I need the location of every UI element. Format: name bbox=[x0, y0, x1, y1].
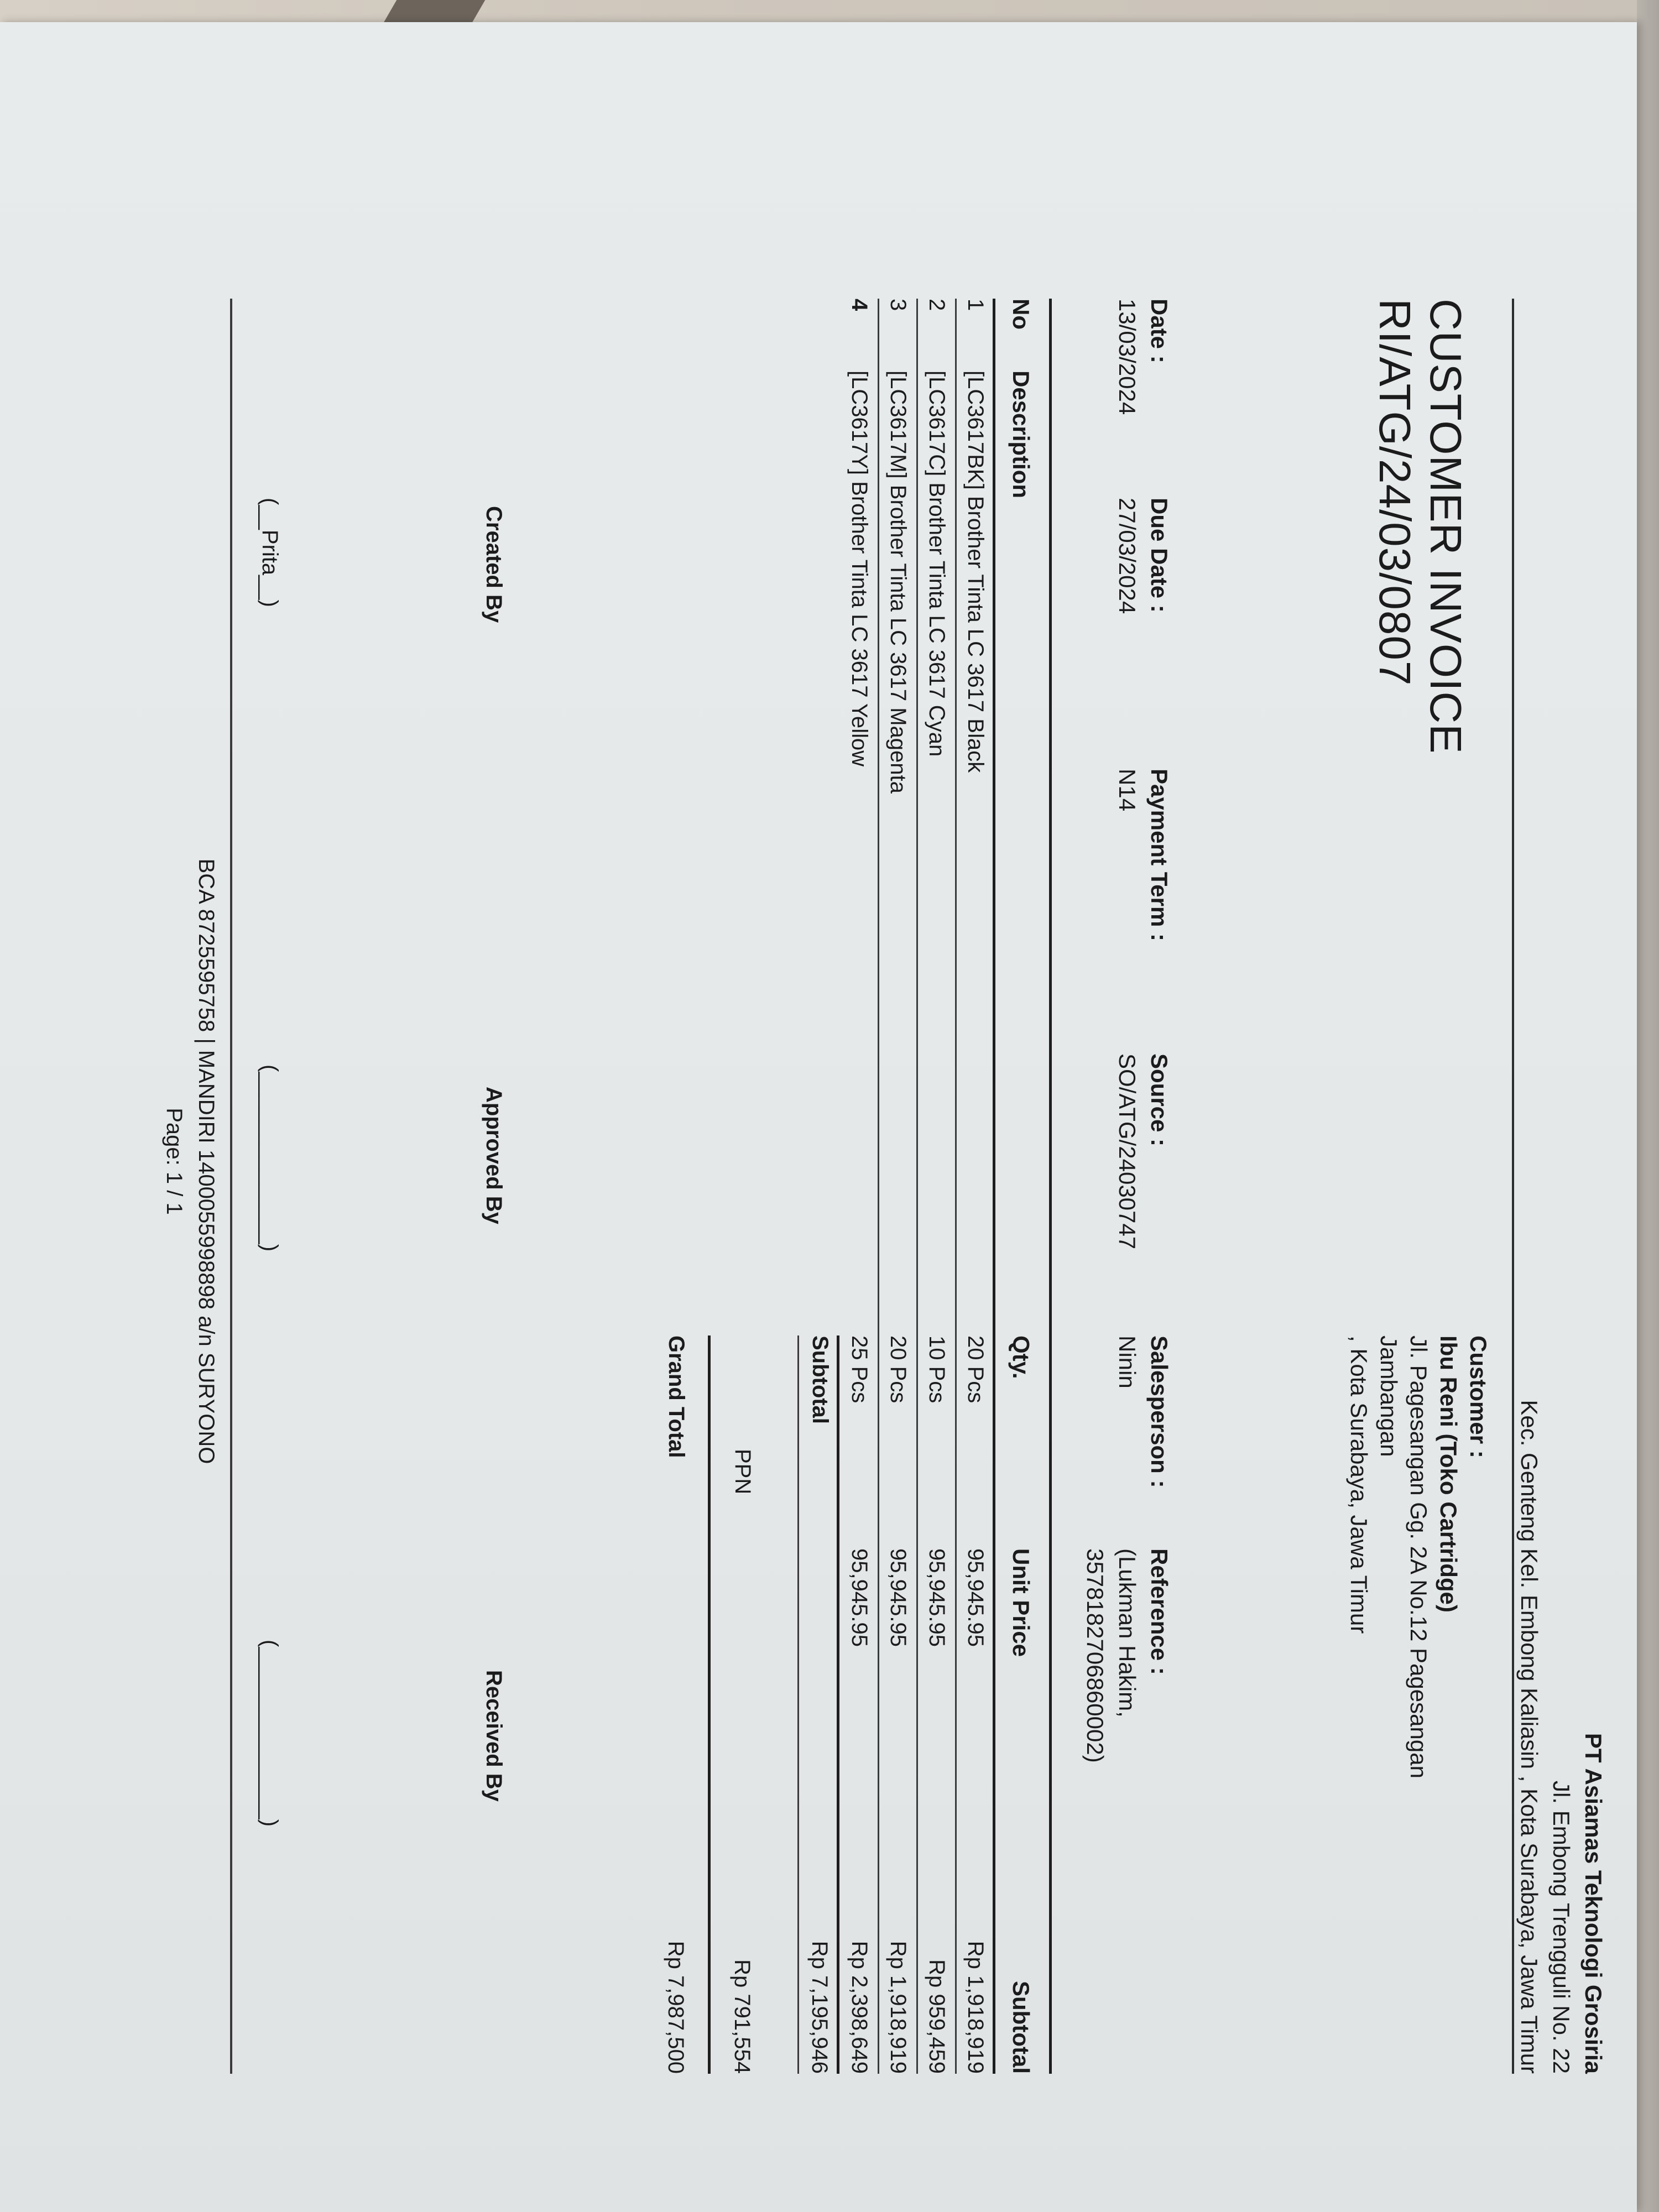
payment-term-value: N14 bbox=[1114, 769, 1140, 812]
page-number: Page: 1 / 1 bbox=[162, 1108, 186, 1215]
header-no: No bbox=[1008, 299, 1034, 330]
invoice-title-block bbox=[1369, 299, 1471, 754]
header-subtotal: Subtotal bbox=[1008, 1981, 1034, 2074]
header-unit-price: Unit Price bbox=[1008, 1548, 1034, 1657]
floor-edge bbox=[1637, 0, 1659, 2212]
row-unit-price: 95,945.95 bbox=[886, 1548, 910, 1647]
row-qty: 25 Pcs bbox=[847, 1335, 872, 1404]
ppn-label: PPN bbox=[731, 1449, 755, 1495]
due-date-label: Due Date : bbox=[1146, 498, 1172, 613]
row-unit-price: 95,945.95 bbox=[925, 1548, 949, 1647]
grand-total-value: Rp 7,987,500 bbox=[664, 1940, 688, 2074]
meta-due-date bbox=[1111, 498, 1175, 614]
row-divider bbox=[916, 299, 918, 2074]
row-description: [LC3617Y] Brother Tinta LC 3617 Yellow bbox=[847, 371, 872, 767]
source-value: SO/ATG/24030747 bbox=[1114, 1053, 1140, 1250]
row-qty: 10 Pcs bbox=[925, 1335, 949, 1404]
customer-block bbox=[1344, 1335, 1493, 1778]
row-divider bbox=[878, 299, 879, 2074]
row-description: [LC3617M] Brother Tinta LC 3617 Magenta bbox=[886, 371, 910, 794]
reference-value-line2: 3578182706860002) bbox=[1082, 1548, 1108, 1763]
table-bottom-rule bbox=[837, 1335, 839, 2074]
customer-address-line: , Kota Surabaya, Jawa Timur bbox=[1346, 1335, 1372, 1634]
bank-info: BCA 8725595758 | MANDIRI 1400055998898 a/n SURYONO bbox=[194, 858, 218, 1464]
company-header bbox=[1513, 1400, 1609, 2074]
row-subtotal: Rp 2,398,649 bbox=[847, 1940, 872, 2074]
row-unit-price: 95,945.95 bbox=[963, 1548, 988, 1647]
grand-total-rule bbox=[708, 1335, 711, 2074]
source-label: Source : bbox=[1146, 1053, 1172, 1147]
due-date-value: 27/03/2024 bbox=[1114, 498, 1140, 614]
subtotal-value: Rp 7,195,946 bbox=[807, 1940, 832, 2074]
header-description: Description bbox=[1008, 371, 1034, 499]
created-by-label: Created By bbox=[482, 506, 506, 623]
invoice-number: RI/ATG/24/03/0807 bbox=[1370, 299, 1420, 686]
row-qty: 20 Pcs bbox=[886, 1335, 910, 1404]
salesperson-label: Salesperson : bbox=[1146, 1335, 1172, 1488]
date-label: Date : bbox=[1146, 299, 1172, 363]
customer-address-line: Jambangan bbox=[1376, 1335, 1402, 1457]
payment-term-label: Payment Term : bbox=[1146, 769, 1172, 941]
date-value: 13/03/2024 bbox=[1114, 299, 1140, 415]
reference-value-line1: (Lukman Hakim, bbox=[1114, 1548, 1140, 1718]
customer-name: Ibu Reni (Toko Cartridge) bbox=[1436, 1335, 1462, 1613]
meta-source bbox=[1111, 1053, 1175, 1249]
row-unit-price: 95,945.95 bbox=[847, 1548, 872, 1647]
row-no: 2 bbox=[925, 299, 949, 311]
reference-label: Reference : bbox=[1146, 1548, 1172, 1675]
row-subtotal: Rp 1,918,919 bbox=[963, 1940, 988, 2074]
row-qty: 20 Pcs bbox=[963, 1335, 988, 1404]
row-description: [LC3617BK] Brother Tinta LC 3617 Black bbox=[963, 371, 988, 773]
header-qty: Qty. bbox=[1008, 1335, 1034, 1379]
company-name: PT Asiamas Teknologi Grosiria bbox=[1580, 1733, 1606, 2074]
company-address-line2: Kec. Genteng Kel. Embong Kaliasin , Kota Surabaya, Jawa Timur bbox=[1516, 1400, 1542, 2074]
approved-by-signature-line: (______________) bbox=[258, 1065, 282, 1252]
approved-by-label: Approved By bbox=[482, 1087, 506, 1224]
ppn-value: Rp 791,554 bbox=[730, 1959, 754, 2074]
salesperson-value: Ninin bbox=[1114, 1335, 1140, 1389]
table-header-rule bbox=[993, 299, 995, 2074]
row-no: 1 bbox=[963, 299, 988, 311]
received-by-signature-line: (______________) bbox=[258, 1640, 282, 1827]
subtotal-label: Subtotal bbox=[808, 1335, 832, 1424]
meta-date bbox=[1111, 299, 1175, 415]
customer-address-line: Jl. Pagesangan Gg. 2A No.12 Pagesangan bbox=[1406, 1335, 1432, 1778]
row-description: [LC3617C] Brother Tinta LC 3617 Cyan bbox=[925, 371, 949, 757]
created-by-name: (__Prita__) bbox=[258, 498, 282, 607]
invoice-paper bbox=[0, 22, 1637, 2212]
row-subtotal: Rp 959,459 bbox=[925, 1959, 949, 2074]
customer-label: Customer : bbox=[1465, 1335, 1491, 1458]
row-no: 4 bbox=[847, 299, 872, 311]
header-divider bbox=[1512, 299, 1514, 2074]
footer-divider bbox=[230, 299, 232, 2074]
grand-total-label: Grand Total bbox=[664, 1335, 688, 1458]
company-address-line1: Jl. Embong Trengguli No. 22 bbox=[1548, 1781, 1574, 2074]
invoice-document bbox=[160, 205, 1631, 2118]
row-no: 3 bbox=[886, 299, 910, 311]
invoice-title: CUSTOMER INVOICE bbox=[1421, 299, 1470, 754]
meta-payment-term bbox=[1111, 769, 1175, 941]
row-divider bbox=[955, 299, 957, 2074]
row-subtotal: Rp 1,918,919 bbox=[886, 1940, 910, 2074]
meta-reference bbox=[1079, 1548, 1175, 1763]
meta-salesperson bbox=[1111, 1335, 1175, 1488]
table-top-rule bbox=[1049, 299, 1052, 2074]
received-by-label: Received By bbox=[482, 1670, 506, 1802]
subtotal-divider bbox=[797, 1335, 799, 2074]
